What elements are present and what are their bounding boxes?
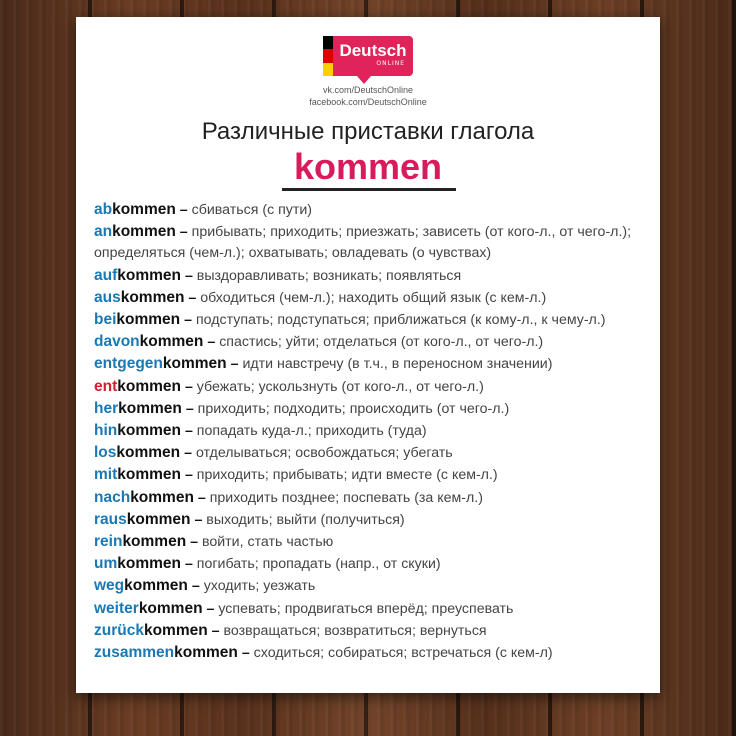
meaning: подступать; подступаться; приближаться (к кому-л., к чему-л.) <box>195 312 606 329</box>
dash: – <box>184 312 192 329</box>
prefix: an <box>94 223 113 241</box>
verb-root: kommen <box>112 201 176 218</box>
prefix: davon <box>94 333 140 351</box>
dash: – <box>230 356 239 373</box>
verb-root: kommen <box>122 533 187 551</box>
prefix: zurück <box>94 621 144 639</box>
dash: – <box>197 489 206 506</box>
list-item <box>94 199 654 221</box>
flag-stripe-gold <box>323 63 333 76</box>
verb-root: kommen <box>117 422 181 440</box>
list-item <box>94 509 654 531</box>
verb-root: kommen <box>116 444 181 462</box>
verb-heading: kommen <box>293 146 443 187</box>
prefix: entgegen <box>94 355 163 373</box>
verb-root: kommen <box>120 288 185 306</box>
dash: – <box>190 534 199 551</box>
verb-root: kommen <box>124 577 188 595</box>
prefix: nach <box>94 488 131 506</box>
verb-root: kommen <box>130 488 194 506</box>
meaning: войти, стать частью <box>201 534 334 551</box>
flag-stripe-black <box>323 36 333 49</box>
verb-root: kommen <box>126 510 191 528</box>
list-item <box>94 309 654 331</box>
verb-root: kommen <box>138 599 203 617</box>
verb-root: kommen <box>174 644 238 662</box>
meaning: приходить; прибывать; идти вместе (с кем-л.) <box>196 467 498 484</box>
list-item <box>94 531 654 553</box>
dash: – <box>184 556 193 573</box>
verb-root: kommen <box>143 621 208 639</box>
verb-root: kommen <box>117 466 181 484</box>
prefix: mit <box>94 466 118 484</box>
verb-root: kommen <box>112 223 176 241</box>
verb-root: kommen <box>116 311 181 329</box>
dash: – <box>184 378 193 395</box>
list-item <box>94 353 654 375</box>
dash: – <box>191 578 200 595</box>
prefix: auf <box>94 266 118 284</box>
prefix: weiter <box>94 599 139 617</box>
deutsch-online-logo <box>323 36 413 84</box>
dash: – <box>179 224 188 241</box>
verb-root: kommen <box>139 333 204 351</box>
list-item <box>94 487 654 509</box>
page-title: Различные приставки глагола <box>201 118 535 145</box>
prefix: her <box>94 399 119 417</box>
german-flag-icon <box>323 36 333 76</box>
dash: – <box>185 400 194 417</box>
verb-root: kommen <box>117 555 181 573</box>
meaning: идти навстречу (в т.ч., в переносном значении) <box>242 356 553 373</box>
list-item <box>94 642 654 664</box>
list-item <box>94 598 654 620</box>
prefix: um <box>94 555 118 573</box>
flag-stripe-red <box>323 49 333 62</box>
meaning: сбиваться (с пути) <box>191 202 313 218</box>
meaning: убежать; ускользнуть (от кого-л., от чего-л.) <box>196 378 484 395</box>
meaning: уходить; уезжать <box>203 578 316 595</box>
verb-root: kommen <box>117 266 181 284</box>
meaning: спастись; уйти; отделаться (от кого-л., от чего-л.) <box>219 334 544 351</box>
meaning: выходить; выйти (получиться) <box>206 511 405 528</box>
list-item <box>94 420 654 442</box>
prefix: zusammen <box>94 644 175 662</box>
prefix: bei <box>94 311 117 329</box>
verb-root: kommen <box>117 377 181 395</box>
prefix-list <box>94 199 654 664</box>
list-item <box>94 553 654 575</box>
vk-link[interactable]: vk.com/DeutschOnline <box>322 85 414 95</box>
logo-badge <box>333 36 413 76</box>
dash: – <box>184 445 192 462</box>
dash: – <box>184 267 193 284</box>
prefix: aus <box>94 288 121 306</box>
verb-root: kommen <box>162 355 227 373</box>
facebook-link[interactable]: facebook.com/DeutschOnline <box>309 97 427 107</box>
prefix: rein <box>94 533 123 551</box>
dash: – <box>241 645 250 662</box>
meaning: приходить; подходить; происходить (от чего-л.) <box>197 400 510 417</box>
prefix: ent <box>94 377 118 395</box>
dash: – <box>211 622 220 639</box>
list-item <box>94 376 654 398</box>
verb-root: kommen <box>118 399 182 417</box>
logo-brand-text: Deutsch <box>339 41 407 60</box>
dash: – <box>184 467 193 484</box>
prefix: los <box>94 444 117 462</box>
meaning: погибать; пропадать (напр., от скуки) <box>196 556 441 573</box>
meaning: возвращаться; возвратиться; вернуться <box>223 622 487 639</box>
dash: – <box>206 600 215 617</box>
dash: – <box>207 334 216 351</box>
verb-underline <box>282 188 456 191</box>
prefix: ab <box>94 201 113 218</box>
list-item <box>94 398 654 420</box>
meaning: выздоравливать; возникать; появляться <box>196 267 462 284</box>
list-item <box>94 464 654 486</box>
list-item <box>94 442 654 464</box>
meaning: сходиться; собираться; встречаться (с кем-л) <box>253 645 553 662</box>
poster-card <box>76 17 660 693</box>
dash: – <box>179 202 188 218</box>
meaning: успевать; продвигаться вперёд; преуспевать <box>218 600 514 617</box>
list-item <box>94 287 654 309</box>
meaning: отделываться; освобождаться; убегать <box>195 445 453 462</box>
dash: – <box>188 289 197 306</box>
logo-sub-text: ONLINE <box>376 60 405 67</box>
prefix: raus <box>94 510 127 528</box>
meaning: приходить позднее; поспевать (за кем-л.) <box>209 489 483 506</box>
dash: – <box>194 511 203 528</box>
list-item <box>94 575 654 597</box>
list-item <box>94 221 654 264</box>
meaning: попадать куда-л.; приходить (туда) <box>196 423 427 440</box>
list-item <box>94 265 654 287</box>
meaning: прибывать; приходить; приезжать; зависеть (от кого-л., от чего-л.); определяться (чем-л.); охватывать; овладевать (о чувствах) <box>94 224 632 262</box>
dash: – <box>184 423 193 440</box>
meaning: обходиться (чем-л.); находить общий язык (с кем-л.) <box>200 289 547 306</box>
logo-speech-tail <box>357 76 371 84</box>
list-item <box>94 620 654 642</box>
prefix: hin <box>94 422 118 440</box>
list-item <box>94 331 654 353</box>
prefix: weg <box>94 577 125 595</box>
